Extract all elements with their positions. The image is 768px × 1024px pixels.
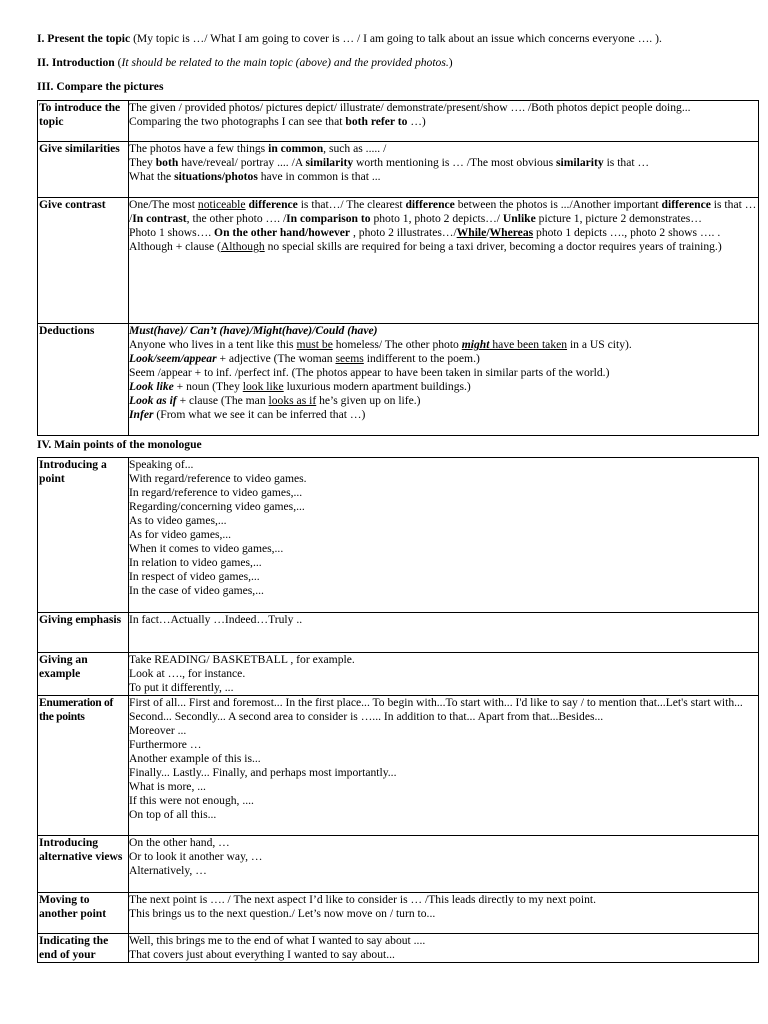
row-label: Give contrast [38, 198, 129, 324]
text-run: One/The most [129, 198, 198, 211]
row-content [129, 696, 759, 836]
list-item: First of all... First and foremost... In the first place... To begin with...To start with... I'd like to say / to mention that...Let's start with... [129, 696, 743, 709]
bold-underline-run: While [456, 226, 487, 239]
list-item: In relation to video games,... [129, 556, 262, 569]
list-item: This brings us to the next question./ Let’s now move on / turn to... [129, 907, 436, 920]
bold-run: In contrast [132, 212, 187, 225]
list-item: In the case of video games,... [129, 584, 264, 597]
row-content [129, 934, 759, 963]
row-label: Introducing a point [38, 458, 129, 613]
bold-italic-run: Look as if [129, 394, 177, 407]
row-label: Giving an example [38, 653, 129, 696]
list-item: Well, this brings me to the end of what I wanted to say about .... [129, 934, 426, 947]
bold-run: Unlike [502, 212, 536, 225]
content-line [129, 198, 758, 226]
text-run: + adjective (The woman [216, 352, 336, 365]
bold-run: difference [661, 198, 711, 211]
row-content [129, 613, 759, 653]
text-run: is that … / [129, 198, 757, 225]
list-item: What is more, ... [129, 780, 206, 793]
text-run: photo 1, photo 2 depicts…/ [370, 212, 503, 225]
text-run: (From what we see it can be inferred that …) [153, 408, 366, 421]
text-run: is that … [603, 156, 650, 169]
row-content [129, 198, 759, 324]
list-item: Furthermore … [129, 738, 202, 751]
text-run: Although + clause ( [129, 240, 221, 253]
bold-underline-run: Whereas [489, 226, 534, 239]
row-label: Give similarities [38, 142, 129, 198]
table-row [38, 934, 759, 963]
text-run: Photo 1 shows…. [129, 226, 215, 239]
bold-run: both [155, 156, 179, 169]
text-run: Anyone who lives in a tent like this [129, 338, 297, 351]
list-item: Moreover ... [129, 724, 187, 737]
text-run: indifferent to the poem.) [363, 352, 480, 365]
content-line [129, 324, 758, 338]
list-item: Speaking of... [129, 458, 194, 471]
heading-present-topic-text: (My topic is …/ What I am going to cover is … / I am going to talk about an issue which concerns everyone …. ). [130, 32, 662, 45]
table-row [38, 324, 759, 436]
heading-present-topic [37, 32, 759, 46]
heading-introduction-title: II. Introduction [37, 56, 115, 69]
text-run: The photos have a few things [129, 142, 269, 155]
bold-run: similarity [305, 156, 354, 169]
table-row [38, 101, 759, 142]
list-item: In fact…Actually …Indeed…Truly .. [129, 613, 303, 626]
heading-introduction [37, 56, 759, 70]
list-item: The next point is …. / The next aspect I’d like to consider is … /This leads directly to my next point. [129, 893, 596, 906]
text-run: in a US city). [567, 338, 632, 351]
content-line [129, 380, 758, 394]
heading-main-points [37, 438, 759, 452]
content-line [129, 394, 758, 408]
list-item: As to video games,... [129, 514, 227, 527]
text-run: homeless/ The other photo [332, 338, 462, 351]
content-line [129, 408, 758, 422]
row-content [129, 893, 759, 934]
heading-compare [37, 80, 759, 94]
text-run: photo 1 depicts …., photo 2 shows …. . [533, 226, 721, 239]
underline-run: seems [335, 352, 364, 365]
list-item: Another example of this is... [129, 752, 261, 765]
bold-italic-run: Look/seem/appear [129, 352, 217, 365]
row-content [129, 142, 759, 198]
underline-run: noticeable [197, 198, 246, 211]
row-content [129, 836, 759, 893]
table-row [38, 613, 759, 653]
table-row [38, 198, 759, 324]
table-row [38, 836, 759, 893]
bold-run: situations/photos [174, 170, 258, 183]
text-run: Comparing the two photographs I can see that [129, 115, 346, 128]
bold-italic-run: Infer [129, 408, 154, 421]
text-run: They [129, 156, 156, 169]
bold-run: In comparison to [286, 212, 371, 225]
list-item: Second... Secondly... A second area to consider is …... In addition to that... Apart from that...Besides... [129, 710, 604, 723]
text-run: …) [407, 115, 426, 128]
text-run: picture 1, picture 2 demonstrates… [535, 212, 702, 225]
row-label: Enumeration of the points [38, 696, 129, 836]
content-line [129, 170, 758, 184]
bold-run: difference [248, 198, 298, 211]
list-item: Regarding/concerning video games,... [129, 500, 305, 513]
row-label: Indicating the end of your [38, 934, 129, 963]
list-item: With regard/reference to video games. [129, 472, 307, 485]
text-run: + clause (The man [176, 394, 269, 407]
row-content [129, 653, 759, 696]
list-item: On the other hand, … [129, 836, 230, 849]
row-content [129, 458, 759, 613]
underline-run: looks as if [268, 394, 317, 407]
underline-run: must be [296, 338, 333, 351]
bold-italic-underline-run: might [461, 338, 490, 351]
content-line [129, 352, 758, 366]
bold-italic-run: Look like [129, 380, 174, 393]
content-line: The given / provided photos/ pictures depict/ illustrate/ demonstrate/present/show …. /Both photos depict people doing... [129, 101, 691, 114]
text-run: + noun (They [173, 380, 243, 393]
table-row [38, 893, 759, 934]
content-line [129, 156, 758, 170]
bold-run: difference [405, 198, 455, 211]
list-item: In respect of video games,... [129, 570, 260, 583]
row-content [129, 324, 759, 436]
text-run: he’s given up on life.) [316, 394, 421, 407]
table-row [38, 696, 759, 836]
table-row [38, 653, 759, 696]
bold-run: / [486, 226, 490, 239]
row-label: To introduce the topic [38, 101, 129, 142]
main-points-table [37, 457, 759, 963]
heading-compare-title: III. Compare the pictures [37, 80, 164, 93]
document-page [37, 32, 759, 963]
content-line [129, 226, 758, 240]
text-run: , the other photo …. / [186, 212, 287, 225]
paren-close: ) [448, 56, 453, 69]
compare-table [37, 100, 759, 436]
list-item: To put it differently, ... [129, 681, 234, 694]
underline-run: look like [242, 380, 284, 393]
list-item: That covers just about everything I wanted to say about... [129, 948, 395, 961]
bold-run: in common [268, 142, 324, 155]
list-item: Take READING/ BASKETBALL , for example. [129, 653, 355, 666]
list-item: Alternatively, … [129, 864, 207, 877]
list-item: Or to look it another way, … [129, 850, 263, 863]
list-item: In regard/reference to video games,... [129, 486, 303, 499]
text-run: is that…/ The clearest [297, 198, 406, 211]
text-run: between the photos is .../Another important [454, 198, 662, 211]
row-label: Moving to another point [38, 893, 129, 934]
row-content [129, 101, 759, 142]
text-run: have/reveal/ portray .... /A [178, 156, 306, 169]
text-run: have in common is that ... [257, 170, 381, 183]
row-label: Introducing alternative views [38, 836, 129, 893]
bold-run: similarity [556, 156, 604, 169]
content-line [129, 115, 758, 129]
text-run: luxurious modern apartment buildings.) [283, 380, 471, 393]
bold-run: both refer to [345, 115, 408, 128]
text-run: , photo 2 illustrates…/ [350, 226, 457, 239]
content-line [129, 338, 758, 352]
row-label: Deductions [38, 324, 129, 436]
table-row [38, 142, 759, 198]
paren-open: ( [114, 56, 122, 69]
text-run: , such as ..... / [323, 142, 387, 155]
content-line [129, 142, 758, 156]
list-item: As for video games,... [129, 528, 232, 541]
bold-run: On the other hand/however [214, 226, 351, 239]
content-line [129, 240, 758, 254]
heading-main-points-title: IV. Main points of the monologue [37, 438, 202, 451]
list-item: On top of all this... [129, 808, 217, 821]
underline-run: Although [220, 240, 265, 253]
bold-italic-run: Must(have)/ Can’t (have)/Might(have)/Could (have) [129, 324, 378, 337]
text-run: worth mentioning is … /The most obvious [353, 156, 557, 169]
list-item: Finally... Lastly... Finally, and perhaps most importantly... [129, 766, 397, 779]
row-label: Giving emphasis [38, 613, 129, 653]
content-line: Seem /appear + to inf. /perfect inf. (The photos appear to have been taken in similar parts of the world.) [129, 366, 610, 379]
table-row [38, 458, 759, 613]
underline-run: have been taken [489, 338, 568, 351]
list-item: Look at …., for instance. [129, 667, 246, 680]
text-run: no special skills are required for being a taxi driver, becoming a doctor requires years of training.) [264, 240, 722, 253]
list-item: When it comes to video games,... [129, 542, 284, 555]
list-item: If this were not enough, .... [129, 794, 254, 807]
heading-present-topic-title: I. Present the topic [37, 32, 131, 45]
text-run: What the [129, 170, 175, 183]
heading-introduction-note: It should be related to the main topic (above) and the provided photos. [121, 56, 449, 69]
